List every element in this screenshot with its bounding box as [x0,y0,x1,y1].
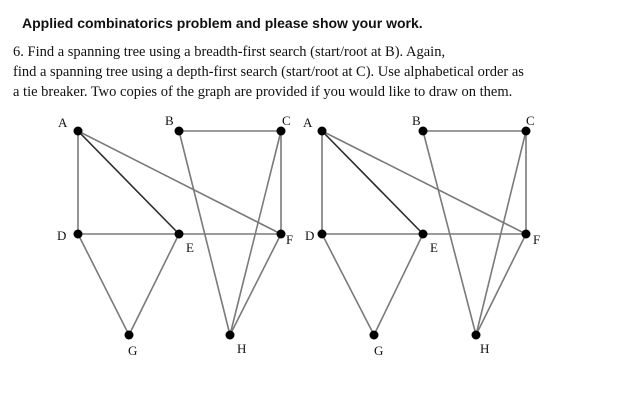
edge-D-G [78,234,129,335]
vertex-G [370,331,379,340]
edge-A-F [322,131,526,234]
graph-copy-1 [57,113,293,358]
edge-E-G [374,234,423,335]
vertex-label-C: C [282,113,291,128]
vertex-label-B: B [165,113,174,128]
vertex-label-C: C [526,113,535,128]
vertex-F [522,230,531,239]
edge-F-H [230,234,281,335]
edge-D-G [322,234,374,335]
vertex-H [226,331,235,340]
vertex-A [74,127,83,136]
graph-copy-2 [303,113,540,358]
edge-B-H [179,131,230,335]
vertex-D [318,230,327,239]
edge-A-E [322,131,423,234]
vertex-label-G: G [374,343,384,358]
vertex-F [277,230,286,239]
vertex-A [318,127,327,136]
vertex-label-B: B [412,113,421,128]
vertex-D [74,230,83,239]
edge-C-H [476,131,526,335]
vertex-label-D: D [57,228,67,243]
problem-line: a tie breaker. Two copies of the graph are provided if you would like to draw on them. [13,84,513,100]
edge-A-E [78,131,179,234]
vertex-label-A: A [303,115,313,130]
edge-C-H [230,131,281,335]
vertex-label-D: D [305,228,315,243]
vertex-label-F: F [286,232,294,247]
vertex-H [472,331,481,340]
vertex-label-H: H [237,341,247,356]
vertex-E [419,230,428,239]
vertex-label-E: E [430,240,438,255]
vertex-B [175,127,184,136]
vertex-label-E: E [186,240,194,255]
question-heading: Applied combinatorics problem and please show your work. [22,15,423,31]
problem-line: 6. Find a spanning tree using a breadth-first search (start/root at B). Again, [13,44,446,60]
vertex-label-F: F [533,232,541,247]
edge-F-H [476,234,526,335]
edge-E-G [129,234,179,335]
vertex-label-A: A [58,115,68,130]
vertex-E [175,230,184,239]
edge-A-F [78,131,281,234]
vertex-G [125,331,134,340]
problem-line: find a spanning tree using a depth-first search (start/root at C). Use alphabetical order as [13,64,524,80]
vertex-label-H: H [480,341,490,356]
edge-B-H [423,131,476,335]
vertex-label-G: G [128,343,138,358]
